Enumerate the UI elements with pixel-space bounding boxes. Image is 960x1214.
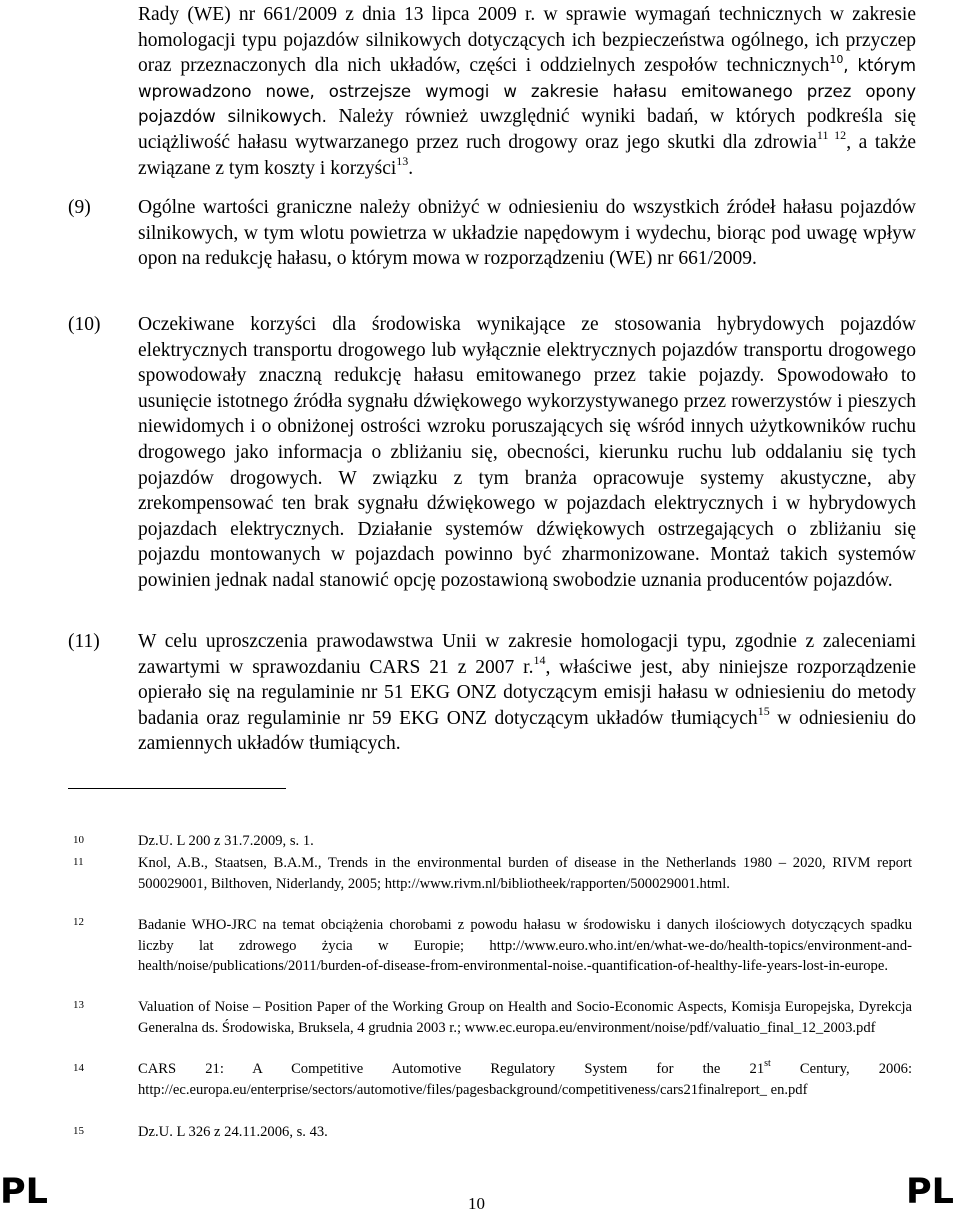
footnote-ref-10[interactable]: 10 (829, 52, 844, 66)
paragraph-11-number: (11) (68, 631, 100, 652)
footnote-11: Knol, A.B., Staatsen, B.A.M., Trends in the environmental burden of disease in the Netherlands 1980 – 2020, RIVM report 500029001, Bilthoven, Niderlandy, 2005; http://www.rivm.nl/bibliotheek/rapporten/500029001.html. (138, 855, 912, 892)
footnote-12: Badanie WHO-JRC na temat obciążenia chorobami z powodu hałasu w środowisku i danych ilościowych dotyczących spadku liczby lat zdrowego życia w Europie; http://www.euro.who.int/en/what-we-do/health-topics/environment-and-health/noise/publications/2011/burden-of-disease-from-environmental-noise.-quantification-of-healthy-life-years-lost-in-europe. (138, 917, 912, 975)
paragraph-8-text-part3: Należy również uwzględnić wyniki badań, w których podkreśla się uciążliwość hałasu wytwarzanego przez ruch drogowy oraz jego skutki dla zdrowia (138, 106, 917, 153)
paragraph-9-text: Ogólne wartości graniczne należy obniżyć w odniesieniu do wszystkich źródeł hałasu pojazdów silnikowych, w tym wlotu powietrza w układzie napędowym i wydechu, biorąc pod uwagę wpływ opon na redukcję hałasu, o którym mowa w rozporządzeniu (WE) nr 661/2009. (138, 197, 916, 270)
paragraph-8-text-part1: Rady (WE) nr 661/2009 z dnia 13 lipca 2009 r. w sprawie wymagań technicznych w zakresie homologacji typu pojazdów silnikowych dotyczących ich bezpieczeństwa ogólnego, ich przyczep oraz przeznaczonych dla nich układów, części i oddzielnych zespołów technicznych (138, 4, 916, 77)
footer-language-left: PL (0, 1172, 48, 1212)
page-number: 10 (468, 1194, 485, 1213)
footnote-number-10: 10 (73, 834, 84, 846)
paragraph-11-text (138, 629, 916, 757)
footnote-15: Dz.U. L 326 z 24.11.2006, s. 43. (138, 1124, 328, 1140)
footnote-number-14: 14 (73, 1062, 84, 1074)
footnote-14-superscript: st (764, 1058, 771, 1070)
footnote-10: Dz.U. L 200 z 31.7.2009, s. 1. (138, 833, 314, 849)
footnote-14-text-a: CARS 21: A Competitive Automotive Regulatory System for the 21 (138, 1061, 765, 1077)
footnote-ref-15[interactable]: 15 (757, 704, 770, 719)
paragraph-8-text-part4: , a także związane z tym koszty i korzyści (138, 131, 916, 179)
paragraph-11-text-a: W celu uproszczenia prawodawstwa Unii w zakresie homologacji typu, zgodnie z zaleceniami zawartymi w sprawozdaniu CARS 21 z 2007 r. (138, 631, 916, 678)
paragraph-10-text: Oczekiwane korzyści dla środowiska wynikające ze stosowania hybrydowych pojazdów elektrycznych transportu drogowego lub wyłącznie elektrycznych pojazdów transportu drogowego spowodowały znaczną redukcję hałasu emitowanego przez takie pojazdy. Spowodowało to usunięcie istotnego źródła sygnału dźwiękowego wykorzystywanego przez rowerzystów i pieszych niewidomych i o obniżonej ostrości wzroku poruszających się wśród innych użytkowników ruchu drogowego jako informacja o zbliżaniu się, obecności, kierunku ruchu lub oddalaniu się tych pojazdów drogowych. W związku z tym branża opracowuje systemy akustyczne, aby zrekompensować ten brak sygnału dźwiękowego w pojazdach elektrycznych i w hybrydowych pojazdach elektrycznych. Działanie systemów dźwiękowych ostrzegających o zbliżaniu się pojazdu montowanych w pojazdach powinno być zharmonizowane. Montaż takich systemów powinien jednak nadal stanowić opcję pozostawioną swobodzie uznania producentów pojazdów. (138, 314, 916, 591)
footer-language-right: PL (906, 1172, 954, 1212)
footnote-ref-13[interactable]: 13 (396, 154, 409, 169)
paragraph-8-continuation (138, 2, 916, 181)
footnote-ref-11-12[interactable]: 11 12 (816, 128, 847, 143)
footnote-14-text-b: Century, 2006: http://ec.europa.eu/enterprise/sectors/automotive/files/pagesbackground/competitiveness/cars21finalreport_ en.pdf (138, 1061, 912, 1098)
footnote-number-11: 11 (73, 856, 84, 868)
paragraph-8-text-part2: , którym wprowadzono nowe, ostrzejsze wymogi w zakresie hałasu emitowanego przez opony pojazdów silnikowych. (138, 56, 916, 127)
paragraph-11-text-c: w odniesieniu do zamiennych układów tłumiących. (138, 707, 916, 755)
paragraph-10-number: (10) (68, 314, 101, 335)
footnote-13: Valuation of Noise – Position Paper of the Working Group on Health and Socio-Economic Aspects, Komisja Europejska, Dyrekcja Generalna ds. Środowiska, Bruksela, 4 grudnia 2003 r.; www.ec.europa.eu/environment/noise/pdf/valuatio_final_12_2003.pdf (138, 999, 912, 1036)
footnote-number-12: 12 (73, 916, 84, 928)
paragraph-8-end: . (408, 157, 414, 179)
paragraph-11-text-b: , właściwe jest, aby niniejsze rozporządzenie opierało się na regulaminie nr 51 EKG ONZ dotyczącym emisji hałasu w odniesieniu do metody badania oraz regulaminie nr 59 EKG ONZ dotyczącym układów tłumiących (138, 656, 916, 729)
footnote-number-13: 13 (73, 999, 84, 1011)
footnote-separator (68, 788, 286, 789)
footnote-ref-14[interactable]: 14 (533, 653, 546, 668)
paragraph-9-number: (9) (68, 197, 91, 218)
footnote-14 (138, 1059, 912, 1100)
footnote-number-15: 15 (73, 1125, 84, 1137)
